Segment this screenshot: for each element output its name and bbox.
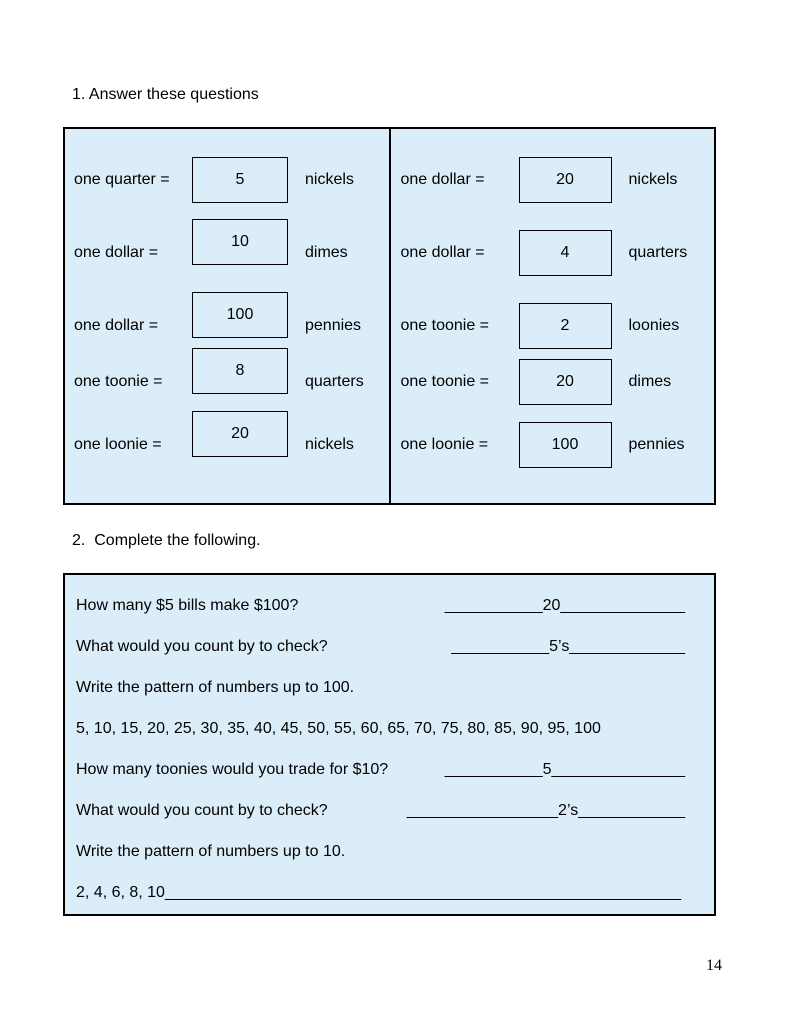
question-line xyxy=(76,667,685,708)
answer-value: 100 xyxy=(226,306,254,323)
conversion-row xyxy=(65,303,389,349)
section2-heading: 2. Complete the following. xyxy=(72,532,261,549)
row-label: one dollar = xyxy=(400,171,485,188)
question-line xyxy=(76,790,685,831)
question-text: What would you count by to check? xyxy=(76,637,328,655)
answer-box xyxy=(192,157,288,203)
question-text: How many toonies would you trade for $10? xyxy=(76,760,389,778)
conversion-row xyxy=(391,303,715,349)
number-pattern-10: 2, 4, 6, 8, 10 xyxy=(76,883,165,901)
question-line xyxy=(76,585,685,626)
row-label: one dollar = xyxy=(400,244,485,261)
answer-line: ___________20______________ xyxy=(444,596,685,614)
conversion-row xyxy=(391,422,715,468)
unit-label: nickels xyxy=(305,171,354,188)
answer-value: 10 xyxy=(231,233,249,250)
unit-label: dimes xyxy=(628,373,672,390)
row-label: one toonie = xyxy=(74,373,163,390)
row-label: one dollar = xyxy=(74,244,159,261)
answer-value: 20 xyxy=(556,373,574,390)
conversion-column-left xyxy=(65,129,391,503)
question-line xyxy=(76,749,685,790)
question-line xyxy=(76,626,685,667)
answer-box xyxy=(192,292,288,338)
section1-heading: 1. Answer these questions xyxy=(72,86,259,103)
row-label: one dollar = xyxy=(74,317,159,334)
answer-box xyxy=(519,230,612,276)
unit-label: pennies xyxy=(305,317,362,334)
number-pattern-100: 5, 10, 15, 20, 25, 30, 35, 40, 45, 50, 55, 60, 65, 70, 75, 80, 85, 90, 95, 100 xyxy=(76,719,601,737)
unit-label: pennies xyxy=(628,436,685,453)
answer-box xyxy=(192,411,288,457)
answer-line: __________________________________________________________ xyxy=(164,883,682,901)
answer-box xyxy=(192,348,288,394)
question-line xyxy=(76,831,685,872)
answer-value: 2 xyxy=(560,317,570,334)
answer-value: 5 xyxy=(235,171,245,188)
conversion-column-right xyxy=(391,129,715,503)
answer-value: 20 xyxy=(556,171,574,188)
answer-line: _________________2’s____________ xyxy=(406,801,685,819)
conversion-row xyxy=(65,422,389,468)
row-label: one loonie = xyxy=(400,436,489,453)
answer-box xyxy=(192,219,288,265)
question-text: What would you count by to check? xyxy=(76,801,328,819)
question-text: How many $5 bills make $100? xyxy=(76,596,299,614)
conversion-row xyxy=(391,230,715,276)
unit-label: dimes xyxy=(305,244,348,261)
unit-label: quarters xyxy=(628,244,688,261)
conversion-row xyxy=(391,359,715,405)
unit-label: nickels xyxy=(305,436,354,453)
row-label: one toonie = xyxy=(400,317,490,334)
row-label: one quarter = xyxy=(74,171,170,188)
conversion-row xyxy=(65,157,389,203)
conversion-row xyxy=(391,157,715,203)
row-label: one loonie = xyxy=(74,436,162,453)
answer-box xyxy=(519,157,612,203)
answer-value: 20 xyxy=(231,425,249,442)
question-line xyxy=(76,872,685,913)
answer-line: ___________5_______________ xyxy=(444,760,685,778)
conversion-row xyxy=(65,359,389,405)
page-number: 14 xyxy=(706,957,722,974)
answer-box xyxy=(519,422,612,468)
answer-box xyxy=(519,303,612,349)
answer-box xyxy=(519,359,612,405)
question-text: Write the pattern of numbers up to 10. xyxy=(76,842,346,860)
unit-label: quarters xyxy=(305,373,364,390)
row-label: one toonie = xyxy=(400,373,490,390)
question-line xyxy=(76,708,685,749)
answer-value: 100 xyxy=(551,436,579,453)
coin-conversion-table xyxy=(63,127,716,505)
unit-label: loonies xyxy=(628,317,680,334)
unit-label: nickels xyxy=(628,171,678,188)
answer-value: 8 xyxy=(235,362,245,379)
questions-panel xyxy=(63,573,716,916)
conversion-row xyxy=(65,230,389,276)
answer-line: ___________5’s_____________ xyxy=(451,637,685,655)
question-text: Write the pattern of numbers up to 100. xyxy=(76,678,355,696)
answer-value: 4 xyxy=(560,244,570,261)
